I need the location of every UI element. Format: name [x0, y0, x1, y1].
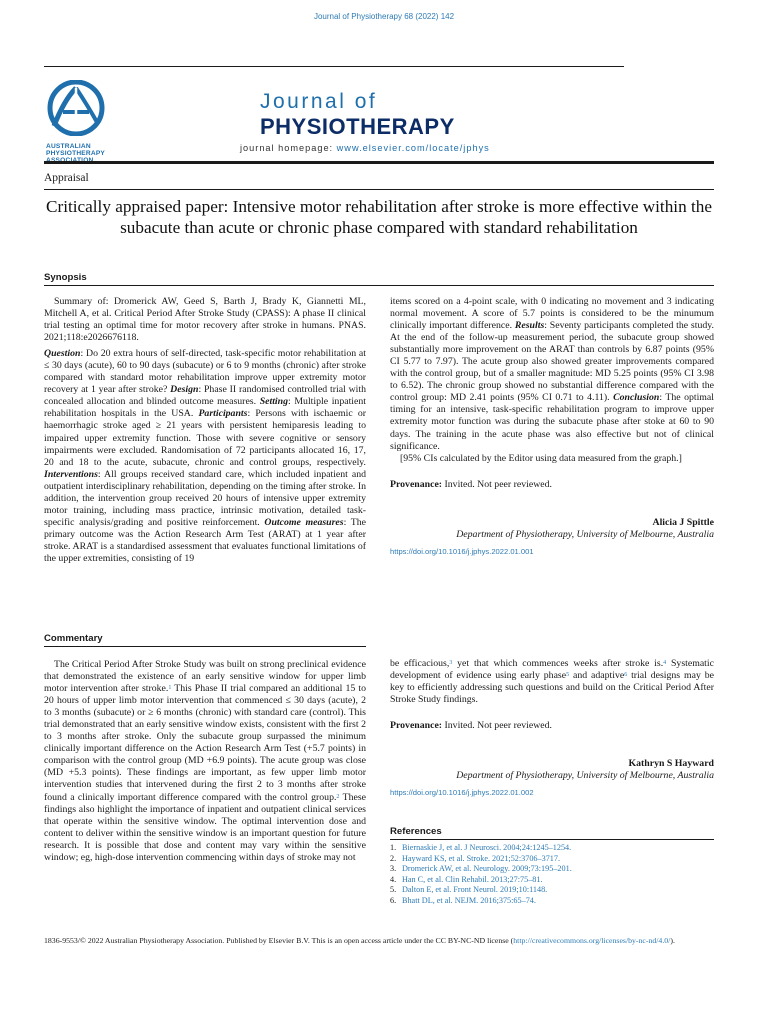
commentary-left-column	[44, 659, 366, 864]
footer-close: ).	[670, 936, 675, 945]
reference-number: 5.	[390, 885, 397, 895]
commentary-text-b: This Phase II trial compared an additional 15 to 20 hours of upper limb motor intervention that commenced ≤ 30 days (acute), 2 to 3 months (subacute) or ≥ 6 months (chronic) with standard care (control). This trial demonstrated that an early sensitive window exists, consistent with the first 2 to 3 months after stroke. Only the subacute group surpassed the minimum clinically important difference on the Action Research Arm Test (+5.7 points) in comparison with the control group (MD +6.9 points). The acute group was close (MD +5.3 points). These findings are important, as few upper limb motor intervention studies that intervened during the first 2 to 3 months after stroke found a clinically important difference compared with the control group.	[44, 683, 366, 803]
provenance-text: Invited. Not peer reviewed.	[442, 720, 552, 732]
conclusion-label: Conclusion	[613, 392, 660, 404]
references-heading: References	[390, 826, 442, 837]
citation-1[interactable]: 1	[168, 685, 172, 692]
editor-note: [95% CIs calculated by the Editor using data measured from the graph.]	[400, 452, 682, 464]
commentary-text-c-right: be efficacious,	[390, 658, 450, 669]
provenance-label: Provenance:	[390, 720, 443, 732]
reference-number: 2.	[390, 853, 397, 863]
journal-homepage	[240, 143, 490, 153]
design-label: Design	[170, 384, 199, 396]
reference-item[interactable]	[390, 885, 714, 896]
interventions-label: Interventions	[44, 468, 98, 480]
synopsis-rule	[44, 285, 714, 286]
results-label: Results	[514, 320, 545, 332]
results-text: : Seventy participants completed the study. At the end of the follow-up measurement period, the subacute group showed substantially more improvement on the ARAT than controls by 6.87 points (95% CI 5.77 to 7.97). The acute group also showed greater improvements compared with the control group, but of a smaller magnitude: MD 5.25 points (95% CI 3.98 to 6.52). The chronic group showed no substantial difference compared with the control group: MD 2.41 points (95% CI 0.71 to 4.11).	[390, 320, 714, 404]
participants-label: Participants	[198, 408, 248, 420]
reference-text[interactable]: Dalton E, et al. Front Neurol. 2019;10:1148.	[402, 885, 548, 895]
citation-4[interactable]: 4	[663, 660, 667, 666]
apa-logo-icon	[46, 80, 106, 136]
interventions-text: : All groups received standard care, which included inpatient and outpatient interdisciplinary rehabilitation, depending on the timing after stroke. In addition, the intervention group received 20 hours of intensive upper extremity motor training, including mass practice, intrinsic motivation, detailed task-specific analysis/grading and positive reinforcement.	[44, 468, 366, 528]
commentary-text-a: The Critical Period After Stroke Study was built on strong preclinical evidence that demonstrated the existence of an early sensitive window for upper limb motor intervention after stroke.	[44, 659, 366, 695]
article-title: Critically appraised paper: Intensive motor rehabilitation after stroke is more effective within the subacute than acute or chronic phase compared with standard rehabilitation	[46, 197, 712, 237]
reference-text[interactable]: Bhatt DL, et al. NEJM. 2016;375:65–74.	[402, 895, 536, 905]
outcomes-label: Outcome measures	[264, 516, 344, 528]
synopsis-provenance	[390, 479, 714, 491]
masthead-rule	[44, 161, 714, 164]
synopsis-affiliation: Department of Physiotherapy, University of Melbourne, Australia	[456, 528, 714, 540]
footer-text: 1836-9553/© 2022 Australian Physiotherapy Association. Published by Elsevier B.V. This is an open access article under the CC BY-NC-ND license (	[44, 936, 514, 945]
reference-text[interactable]: Han C, et al. Clin Rehabil. 2013;27:75–81.	[402, 874, 543, 884]
reference-item[interactable]	[390, 875, 714, 886]
apa-logo	[46, 80, 126, 170]
setting-text: : Multiple inpatient rehabilitation hospitals in the USA.	[44, 396, 366, 420]
commentary-doi-link[interactable]: https://doi.org/10.1016/j.jphys.2022.01.002	[390, 788, 534, 798]
journal-title-line1: Journal of	[260, 90, 378, 113]
provenance-text: Invited. Not peer reviewed.	[442, 478, 552, 490]
commentary-text-d: yet that which commences weeks after stroke is.	[452, 658, 664, 669]
references-rule	[390, 839, 714, 840]
commentary-text-f: and adaptive	[569, 670, 625, 682]
reference-text[interactable]: Dromerick AW, et al. Neurology. 2009;73:195–201.	[402, 864, 572, 874]
reference-item[interactable]	[390, 843, 714, 854]
outcomes-text-left: : The primary outcome was the Action Research Arm Test (ARAT) at 1 year after stroke. ARAT is a standardised assessment that evaluates functional limitations of the upper extremities, consisting of 19	[44, 516, 366, 564]
reference-number: 4.	[390, 874, 397, 884]
reference-number: 6.	[390, 895, 397, 905]
reference-number: 1.	[390, 843, 397, 852]
synopsis-author: Alicia J Spittle	[652, 516, 714, 528]
journal-citation-line[interactable]: Journal of Physiotherapy 68 (2022) 142	[313, 12, 455, 21]
license-link[interactable]: http://creativecommons.org/licenses/by-nc-nd/4.0/	[513, 936, 671, 945]
commentary-rule	[44, 646, 366, 647]
citation-5[interactable]: 5	[566, 672, 570, 679]
participants-text: : Persons with ischaemic or haemorrhagic stroke aged ≥ 21 years with persistent hemiparesis leading to impaired upper extremity function. Those with severe cognitive or sensory impairments were excluded. Randomisation of 72 participants allocated 16, 17, 20 and 18 to the acute, subacute, chronic and control groups, respectively.	[44, 408, 366, 468]
logo-line2: PHYSIOTHERAPY	[46, 150, 106, 157]
synopsis-summary: Summary of: Dromerick AW, Geed S, Barth J, Brady K, Giannetti ML, Mitchell A, et al. Critical Period After Stroke Study (CPASS): A phase II clinical trial testing an optimal time for motor recovery after stroke in humans. PNAS. 2021;118:e2026676118.	[44, 296, 366, 344]
reference-number: 3.	[390, 864, 397, 874]
setting-label: Setting	[259, 396, 288, 408]
commentary-text-c-left: These findings also highlight the importance of inpatient and outpatient clinical services that operate within the sensitive window. The optimal intervention dose and content to deliver within the sensitive window is an important question for future research. It is possible that dose and content may vary within the sensitive window; eg, high-dose intervention commencing within days of stroke may not	[44, 791, 366, 863]
commentary-right-column	[390, 658, 714, 799]
citation-6[interactable]: 6	[624, 672, 628, 679]
question-text: : Do 20 extra hours of self-directed, task-specific motor rehabilitation at ≤ 30 days (acute), 60 to 90 days (subacute) or 6 to 9 months (chronic) after stroke compared with standard motor rehabilitation improve upper extremity motor recovery at 1 year after stroke?	[44, 348, 366, 396]
synopsis-heading: Synopsis	[44, 272, 87, 283]
citation-3[interactable]: 3	[449, 660, 453, 666]
question-label: Question	[44, 348, 81, 360]
section-label: Appraisal	[44, 172, 89, 184]
citation-2[interactable]: 2	[336, 793, 340, 800]
homepage-label: journal homepage:	[240, 143, 337, 153]
synopsis-body-continued	[390, 296, 714, 453]
synopsis-body	[44, 348, 366, 565]
commentary-paragraph	[44, 659, 366, 864]
commentary-paragraph-continued	[390, 658, 714, 706]
commentary-heading: Commentary	[44, 633, 103, 644]
commentary-text-e: Systematic development of evidence using early phase	[390, 658, 714, 682]
section-rule	[44, 189, 714, 190]
logo-line1: AUSTRALIAN	[46, 143, 91, 150]
top-rule	[44, 66, 624, 67]
commentary-provenance	[390, 720, 714, 732]
design-text: : Phase II randomised controlled trial with concealed allocation and blinded outcome measures.	[44, 384, 366, 408]
journal-title-line2: PHYSIOTHERAPY	[260, 114, 455, 139]
commentary-affiliation: Department of Physiotherapy, University of Melbourne, Australia	[456, 770, 714, 782]
synopsis-left-column	[44, 296, 366, 565]
synopsis-doi-link[interactable]: https://doi.org/10.1016/j.jphys.2022.01.001	[390, 546, 534, 556]
references-list	[390, 843, 714, 907]
references-ol	[390, 843, 714, 907]
conclusion-text: : The optimal timing for an intensive, task-specific rehabilitation program to improve upper extremity motor function was during the subacute phase after stoke at 60 to 90 days. The training in the acute phase was also effective but not of clinical significance.	[390, 392, 714, 452]
copyright-footer	[44, 936, 714, 947]
reference-item[interactable]	[390, 896, 714, 907]
provenance-label: Provenance:	[390, 478, 443, 490]
reference-item[interactable]	[390, 864, 714, 875]
homepage-link[interactable]: www.elsevier.com/locate/jphys	[336, 143, 490, 153]
synopsis-right-column	[390, 296, 714, 558]
reference-item[interactable]	[390, 854, 714, 865]
reference-text[interactable]: Biernaskie J, et al. J Neurosci. 2004;24:1245–1254.	[402, 843, 572, 852]
commentary-author: Kathryn S Hayward	[628, 758, 714, 770]
commentary-text-g: trial designs may be key to efficiently addressing such questions and build on the Critical Period After Stroke Study findings.	[390, 670, 714, 706]
outcomes-text-right: items scored on a 4-point scale, with 0 indicating no movement and 3 indicating normal movement. A score of 5.7 points is considered to be the minumum clinically important difference.	[390, 296, 714, 332]
reference-text[interactable]: Hayward KS, et al. Stroke. 2021;52:3706–3717.	[402, 853, 561, 863]
